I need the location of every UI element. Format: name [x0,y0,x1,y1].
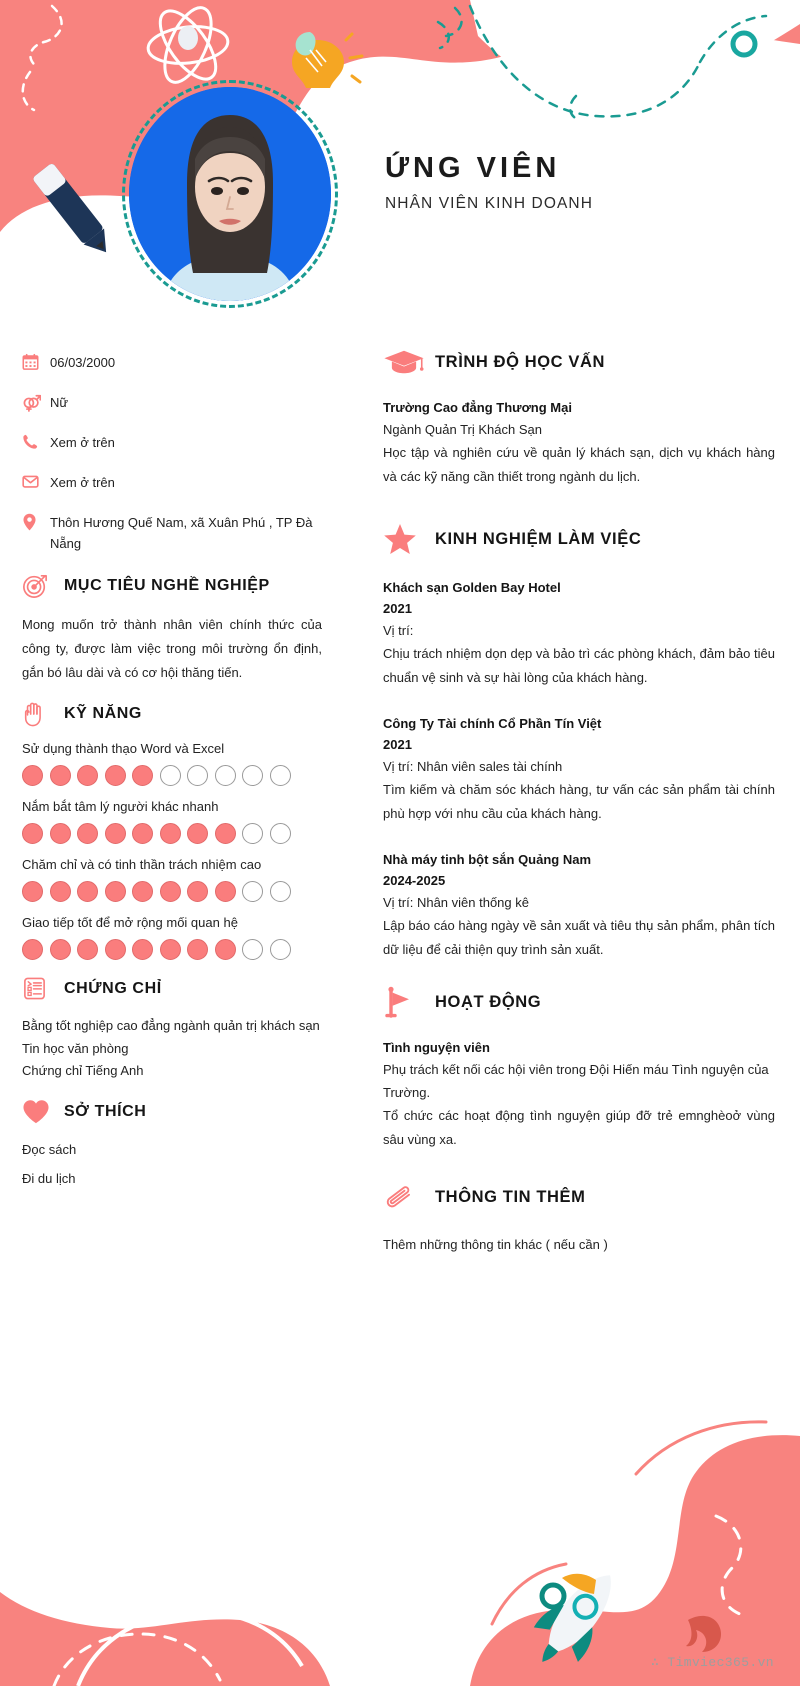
avatar [122,80,338,308]
target-icon [22,573,64,599]
right-column [383,348,775,1272]
gender-icon [22,392,50,412]
skill-label: Nắm bắt tâm lý người khác nhanh [22,799,219,815]
hobbies-list [22,1139,322,1191]
skill-item [22,857,322,902]
phone-icon [22,432,50,450]
rating-dot-empty [242,823,263,844]
rating-dot-filled [132,765,153,786]
rating-dot-filled [50,823,71,844]
rating-dot-empty [270,939,291,960]
rating-dot-filled [50,881,71,902]
heart-icon [22,1099,64,1125]
skill-item [22,799,322,844]
section-hobbies [22,1099,322,1191]
skill-rating [22,765,322,786]
section-additional [383,1182,775,1256]
experience-company: Khách sạn Golden Bay Hotel [383,580,561,596]
section-header [22,976,322,1001]
activity-role: Tình nguyện viên [383,1040,490,1056]
experience-date: 2021 [383,601,412,617]
contact-list [22,352,322,554]
rating-dot-filled [77,765,98,786]
contact-value: Xem ở trên [50,435,115,451]
avatar-dashed-ring [122,80,338,308]
rating-dot-empty [242,765,263,786]
experience-company: Nhà máy tinh bột sắn Quảng Nam [383,852,592,868]
contact-value: 06/03/2000 [50,355,116,370]
teal-ring-icon [542,1585,564,1607]
section-title: KINH NGHIỆM LÀM VIỆC [435,530,642,549]
rating-dot-filled [132,881,153,902]
rating-dot-filled [105,823,126,844]
experience-description: Chịu trách nhiệm dọn dẹp và bảo trì các phòng khách, đảm bảo tiêu chuẩn vệ sinh và sự hài lòng của khách hàng. [383,646,775,686]
rating-dot-filled [50,765,71,786]
section-title: THÔNG TIN THÊM [435,1187,586,1206]
rating-dot-filled [160,939,181,960]
experience-company: Công Ty Tài chính Cổ Phần Tín Việt [383,716,602,732]
rating-dot-empty [160,765,181,786]
hand-icon [22,701,64,727]
checklist-icon [22,976,64,1001]
rating-dot-filled [215,939,236,960]
section-experience [383,523,775,962]
activity-line-2: Tổ chức các hoạt động tình nguyện giúp đỡ trẻ emnghèoở vùng sâu vùng xa. [383,1107,775,1147]
footer-decoration [0,1356,800,1686]
section-header [22,1099,322,1125]
experience-description: Lập báo cáo hàng ngày về sản xuất và tiêu thụ sản phẩm, phân tích dữ liệu để cải thiện quy trình sản xuất. [383,918,775,958]
skill-rating [22,881,322,902]
contact-item-address [22,512,322,554]
experience-description: Tìm kiếm và chăm sóc khách hàng, tư vấn các sản phẩm tài chính phù hợp với nhu cầu của khách hàng. [383,782,775,822]
experience-date: 2021 [383,737,412,753]
objective-text: Mong muốn trở thành nhân viên chính thức của công ty, được làm việc trong môi trường ổn định, gắn bó lâu dài và có cơ hội thăng tiến. [22,617,322,681]
education-school: Trường Cao đẳng Thương Mại [383,400,572,415]
flag-icon [383,986,435,1018]
experience-date: 2024-2025 [383,873,446,889]
experience-position: Vị trí: Nhân viên sales tài chính [383,758,563,774]
rating-dot-filled [77,823,98,844]
rating-dot-filled [22,939,43,960]
experience-entry [383,578,775,690]
skill-rating [22,823,322,844]
rating-dot-filled [77,939,98,960]
section-skills [22,701,322,960]
certificate-item: Tin học văn phòng [22,1040,129,1056]
rating-dot-filled [187,939,208,960]
section-header [22,701,322,727]
section-header [383,1182,775,1212]
contact-value: Thôn Hương Quế Nam, xã Xuân Phú , TP Đà Nẵng [50,515,313,552]
additional-text: Thêm những thông tin khác ( nếu cần ) [383,1237,608,1252]
section-education [383,348,775,489]
brand-watermark: ∴ Timviec365.vn [650,1655,774,1670]
section-certificates [22,976,322,1082]
skill-label: Giao tiếp tốt để mở rộng mối quan hệ [22,915,238,931]
rating-dot-filled [160,823,181,844]
section-title: TRÌNH ĐỘ HỌC VẤN [435,352,606,371]
skill-label: Chăm chỉ và có tinh thần trách nhiệm cao [22,857,262,873]
certificate-item: Chứng chỉ Tiếng Anh [22,1063,144,1079]
contact-value: Xem ở trên [50,475,115,491]
contact-item-email [22,472,322,493]
rating-dot-filled [132,939,153,960]
rating-dot-filled [215,823,236,844]
hobby-item: Đọc sách [22,1141,77,1157]
section-title: MỤC TIÊU NGHỀ NGHIỆP [64,577,270,595]
section-header [383,523,775,556]
experience-position: Vị trí: Nhân viên thống kê [383,894,529,910]
rating-dot-filled [132,823,153,844]
candidate-role: NHÂN VIÊN KINH DOANH [385,195,594,213]
experience-position: Vị trí: [383,622,414,638]
rating-dot-empty [242,881,263,902]
experience-entry [383,714,775,826]
footer-graphics [0,1356,800,1686]
contact-item-gender [22,392,322,413]
rating-dot-filled [187,881,208,902]
rating-dot-filled [22,823,43,844]
paperclip-icon [383,1182,435,1212]
rating-dot-filled [105,765,126,786]
contact-value: Nữ [50,395,69,411]
rating-dot-filled [215,881,236,902]
rating-dot-filled [160,881,181,902]
section-objective [22,573,322,685]
rating-dot-filled [187,823,208,844]
rating-dot-empty [187,765,208,786]
section-header [383,348,775,376]
skill-label: Sử dụng thành thạo Word và Excel [22,741,225,757]
rating-dot-filled [77,881,98,902]
hobby-item: Đi du lịch [22,1170,76,1186]
rating-dot-filled [22,881,43,902]
star-icon [383,523,435,556]
rating-dot-empty [242,939,263,960]
candidate-name: ỨNG VIÊN [385,152,561,184]
section-title: HOẠT ĐỘNG [435,992,542,1011]
rating-dot-empty [270,765,291,786]
section-activities [383,986,775,1152]
section-header [22,573,322,599]
rating-dot-empty [270,881,291,902]
email-icon [22,472,50,490]
activity-line-1: Phụ trách kết nối các hội viên trong Đội Hiến máu Tình nguyện của Trường. [383,1062,769,1100]
rating-dot-filled [105,881,126,902]
education-major: Ngành Quản Trị Khách Sạn [383,421,542,437]
certificate-item: Bằng tốt nghiệp cao đẳng ngành quản trị khách sạn [22,1018,320,1034]
rating-dot-filled [105,939,126,960]
skill-rating [22,939,322,960]
experience-entry [383,850,775,962]
experience-list [383,578,775,962]
skills-list [22,741,322,960]
rating-dot-empty [270,823,291,844]
graduation-cap-icon [383,348,435,376]
contact-item-birthdate [22,352,322,373]
left-column [22,352,322,1206]
rating-dot-empty [215,765,236,786]
section-title: SỞ THÍCH [64,1102,147,1120]
section-title: CHỨNG CHỈ [64,979,162,997]
location-pin-icon [22,512,50,531]
calendar-icon [22,352,50,370]
section-title: KỸ NĂNG [64,705,142,723]
rating-dot-filled [50,939,71,960]
education-description: Học tập và nghiên cứu về quản lý khách sạn, dịch vụ khách hàng và các kỹ năng cần thiết trong ngành du lịch. [383,445,775,485]
section-header [383,986,775,1018]
rating-dot-filled [22,765,43,786]
name-block [385,152,593,213]
skill-item [22,741,322,786]
skill-item [22,915,322,960]
certificates-list [22,1015,322,1082]
contact-item-phone [22,432,322,453]
